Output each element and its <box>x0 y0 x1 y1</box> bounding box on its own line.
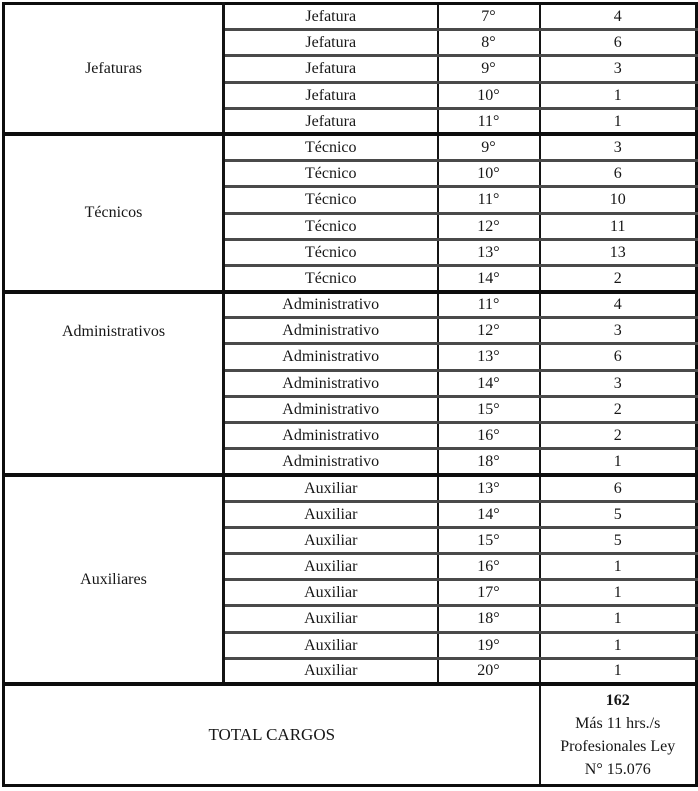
position-cell: Administrativo <box>224 449 438 475</box>
grade-cell: 16° <box>438 423 540 449</box>
grade-cell: 11° <box>438 108 540 134</box>
position-cell: Administrativo <box>224 396 438 422</box>
count-cell: 13 <box>540 239 697 265</box>
grade-cell: 14° <box>438 265 540 291</box>
count-cell: 1 <box>540 580 697 606</box>
position-cell: Auxiliar <box>224 658 438 684</box>
count-cell: 6 <box>540 475 697 501</box>
grade-cell: 12° <box>438 213 540 239</box>
grade-cell: 10° <box>438 161 540 187</box>
position-cell: Técnico <box>224 239 438 265</box>
count-cell: 3 <box>540 56 697 82</box>
grade-cell: 11° <box>438 292 540 318</box>
position-cell: Técnico <box>224 161 438 187</box>
count-cell: 2 <box>540 423 697 449</box>
count-cell: 3 <box>540 318 697 344</box>
position-cell: Técnico <box>224 213 438 239</box>
grade-cell: 10° <box>438 82 540 108</box>
position-cell: Auxiliar <box>224 527 438 553</box>
grade-cell: 18° <box>438 449 540 475</box>
grade-cell: 8° <box>438 30 540 56</box>
count-cell: 1 <box>540 606 697 632</box>
position-cell: Técnico <box>224 187 438 213</box>
position-cell: Jefatura <box>224 4 438 30</box>
category-cell-jefaturas: Jefaturas <box>4 4 224 135</box>
grade-cell: 20° <box>438 658 540 684</box>
count-cell: 3 <box>540 370 697 396</box>
position-cell: Administrativo <box>224 292 438 318</box>
grade-cell: 17° <box>438 580 540 606</box>
position-cell: Auxiliar <box>224 501 438 527</box>
position-cell: Auxiliar <box>224 475 438 501</box>
count-cell: 5 <box>540 527 697 553</box>
count-cell: 11 <box>540 213 697 239</box>
total-row <box>4 684 697 785</box>
count-cell: 2 <box>540 396 697 422</box>
count-cell: 5 <box>540 501 697 527</box>
grade-cell: 11° <box>438 187 540 213</box>
count-cell: 6 <box>540 30 697 56</box>
category-cell-tecnicos: Técnicos <box>4 134 224 291</box>
table-row <box>4 475 697 501</box>
grade-cell: 15° <box>438 527 540 553</box>
grade-cell: 9° <box>438 134 540 160</box>
grade-cell: 14° <box>438 370 540 396</box>
count-cell: 1 <box>540 108 697 134</box>
total-label-cell: TOTAL CARGOS <box>4 684 540 785</box>
position-cell: Administrativo <box>224 423 438 449</box>
position-cell: Jefatura <box>224 108 438 134</box>
staffing-table <box>2 2 698 787</box>
category-cell-administrativos: Administrativos <box>4 292 224 475</box>
count-cell: 6 <box>540 344 697 370</box>
count-cell: 6 <box>540 161 697 187</box>
count-cell: 3 <box>540 134 697 160</box>
grade-cell: 9° <box>438 56 540 82</box>
grade-cell: 19° <box>438 632 540 658</box>
total-note-line-1: Más 11 hrs./s <box>575 715 661 733</box>
position-cell: Administrativo <box>224 370 438 396</box>
position-cell: Auxiliar <box>224 580 438 606</box>
total-value-cell <box>540 684 697 785</box>
position-cell: Jefatura <box>224 82 438 108</box>
count-cell: 1 <box>540 553 697 579</box>
position-cell: Auxiliar <box>224 632 438 658</box>
grade-cell: 13° <box>438 344 540 370</box>
count-cell: 10 <box>540 187 697 213</box>
position-cell: Administrativo <box>224 344 438 370</box>
position-cell: Técnico <box>224 134 438 160</box>
grade-cell: 16° <box>438 553 540 579</box>
grade-cell: 12° <box>438 318 540 344</box>
grade-cell: 7° <box>438 4 540 30</box>
position-cell: Auxiliar <box>224 553 438 579</box>
grade-cell: 13° <box>438 475 540 501</box>
total-note-line-3: N° 15.076 <box>584 761 651 779</box>
grade-cell: 15° <box>438 396 540 422</box>
position-cell: Jefatura <box>224 30 438 56</box>
table-row <box>4 134 697 160</box>
position-cell: Administrativo <box>224 318 438 344</box>
count-cell: 4 <box>613 8 622 25</box>
count-cell: 1 <box>540 632 697 658</box>
grade-cell: 18° <box>438 606 540 632</box>
count-cell: 4 <box>540 292 697 318</box>
category-cell-auxiliares: Auxiliares <box>4 475 224 685</box>
count-cell: 1 <box>540 658 697 684</box>
grade-cell: 13° <box>438 239 540 265</box>
count-cell: 1 <box>540 82 697 108</box>
count-cell: 1 <box>540 449 697 475</box>
count-cell: 2 <box>540 265 697 291</box>
total-count: 162 <box>605 692 630 710</box>
table-row <box>4 292 697 318</box>
position-cell: Auxiliar <box>224 606 438 632</box>
position-cell: Jefatura <box>224 56 438 82</box>
position-cell: Técnico <box>224 265 438 291</box>
total-note-line-2: Profesionales Ley <box>560 738 676 756</box>
grade-cell: 14° <box>438 501 540 527</box>
table-row <box>4 4 697 30</box>
